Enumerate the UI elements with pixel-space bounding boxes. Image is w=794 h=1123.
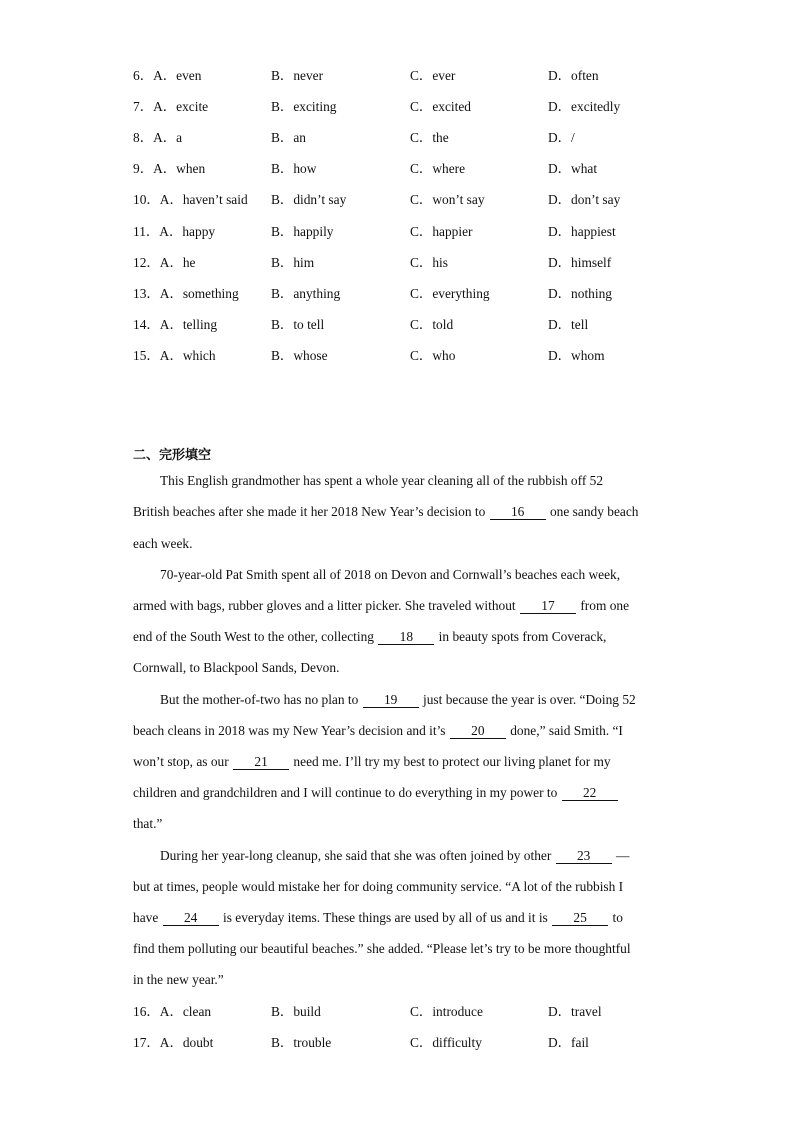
option-b[interactable]: B．to tell: [271, 317, 325, 332]
option-b[interactable]: B．build: [271, 1004, 321, 1019]
option-b[interactable]: B．anything: [271, 286, 341, 301]
blank-18[interactable]: 18: [378, 629, 434, 645]
option-b[interactable]: B．an: [271, 130, 306, 145]
option-d[interactable]: D．fail: [548, 1035, 589, 1050]
option-c[interactable]: C．who: [410, 348, 456, 363]
passage-line: This English grandmother has spent a whole year cleaning all of the rubbish off 52: [160, 473, 604, 488]
option-d[interactable]: D．nothing: [548, 286, 612, 301]
passage-line: each week.: [133, 536, 193, 551]
passage-line: But the mother-of-two has no plan to 19 just because the year is over. “Doing 52: [160, 692, 636, 707]
option-c[interactable]: C．everything: [410, 286, 490, 301]
option-d[interactable]: D．what: [548, 161, 598, 176]
blank-17[interactable]: 17: [520, 598, 576, 614]
option-a[interactable]: 13．A．something: [133, 286, 239, 301]
option-d[interactable]: D．tell: [548, 317, 589, 332]
section-title: 二、完形填空: [133, 448, 212, 463]
option-a[interactable]: 12．A．he: [133, 255, 196, 270]
option-b[interactable]: B．never: [271, 68, 324, 83]
passage-line: end of the South West to the other, collecting 18 in beauty spots from Coverack,: [133, 629, 607, 644]
blank-16[interactable]: 16: [490, 504, 546, 520]
option-a[interactable]: 15．A．which: [133, 348, 216, 363]
option-d[interactable]: D．happiest: [548, 224, 616, 239]
option-c[interactable]: C．introduce: [410, 1004, 483, 1019]
passage-line: Cornwall, to Blackpool Sands, Devon.: [133, 660, 340, 675]
passage-line: 70-year-old Pat Smith spent all of 2018 on Devon and Cornwall’s beaches each week,: [160, 567, 621, 582]
option-a[interactable]: 6．A．even: [133, 68, 202, 83]
option-a[interactable]: 9．A．when: [133, 161, 206, 176]
option-c[interactable]: C．his: [410, 255, 448, 270]
option-b[interactable]: B．happily: [271, 224, 334, 239]
passage-line: in the new year.”: [133, 972, 224, 987]
option-a[interactable]: 7．A．excite: [133, 99, 209, 114]
option-c[interactable]: C．excited: [410, 99, 471, 114]
option-d[interactable]: D．travel: [548, 1004, 602, 1019]
blank-21[interactable]: 21: [233, 754, 289, 770]
option-d[interactable]: D．excitedly: [548, 99, 621, 114]
option-b[interactable]: B．trouble: [271, 1035, 332, 1050]
option-c[interactable]: C．told: [410, 317, 454, 332]
option-d[interactable]: D．don’t say: [548, 192, 621, 207]
option-c[interactable]: C．happier: [410, 224, 473, 239]
passage-line: During her year-long cleanup, she said that she was often joined by other 23 —: [160, 848, 630, 863]
option-d[interactable]: D．himself: [548, 255, 612, 270]
blank-24[interactable]: 24: [163, 910, 219, 926]
passage-line: armed with bags, rubber gloves and a litter picker. She traveled without 17 from one: [133, 598, 630, 613]
option-c[interactable]: C．won’t say: [410, 192, 485, 207]
option-b[interactable]: B．how: [271, 161, 317, 176]
passage-line: won’t stop, as our 21 need me. I’ll try my best to protect our living planet for my: [133, 754, 611, 769]
option-c[interactable]: C．where: [410, 161, 466, 176]
option-a[interactable]: 8．A．a: [133, 130, 183, 145]
option-c[interactable]: C．the: [410, 130, 449, 145]
option-a[interactable]: 10．A．haven’t said: [133, 192, 248, 207]
passage-line: children and grandchildren and I will continue to do everything in my power to 22: [133, 783, 619, 803]
blank-25[interactable]: 25: [552, 910, 608, 926]
option-c[interactable]: C．ever: [410, 68, 456, 83]
option-b[interactable]: B．exciting: [271, 99, 337, 114]
option-d[interactable]: D．/: [548, 130, 575, 145]
option-b[interactable]: B．whose: [271, 348, 328, 363]
passage-line: find them polluting our beautiful beaches.” she added. “Please let’s try to be more thoughtful: [133, 941, 631, 956]
blank-19[interactable]: 19: [363, 692, 419, 708]
option-d[interactable]: D．whom: [548, 348, 605, 363]
option-a[interactable]: 14．A．telling: [133, 317, 218, 332]
option-a[interactable]: 17．A．doubt: [133, 1035, 214, 1050]
option-b[interactable]: B．him: [271, 255, 315, 270]
blank-20[interactable]: 20: [450, 723, 506, 739]
option-a[interactable]: 11．A．happy: [133, 224, 216, 239]
passage-line: beach cleans in 2018 was my New Year’s decision and it’s 20 done,” said Smith. “I: [133, 723, 623, 738]
option-b[interactable]: B．didn’t say: [271, 192, 347, 207]
blank-23[interactable]: 23: [556, 848, 612, 864]
option-c[interactable]: C．difficulty: [410, 1035, 482, 1050]
passage-line: that.”: [133, 816, 163, 831]
passage-line: but at times, people would mistake her for doing community service. “A lot of the rubbish I: [133, 879, 624, 894]
blank-22[interactable]: 22: [562, 785, 618, 801]
option-d[interactable]: D．often: [548, 68, 599, 83]
option-a[interactable]: 16．A．clean: [133, 1004, 212, 1019]
passage-line: have 24 is everyday items. These things are used by all of us and it is 25 to: [133, 910, 623, 925]
passage-line: British beaches after she made it her 2018 New Year’s decision to 16 one sandy beach: [133, 504, 639, 519]
